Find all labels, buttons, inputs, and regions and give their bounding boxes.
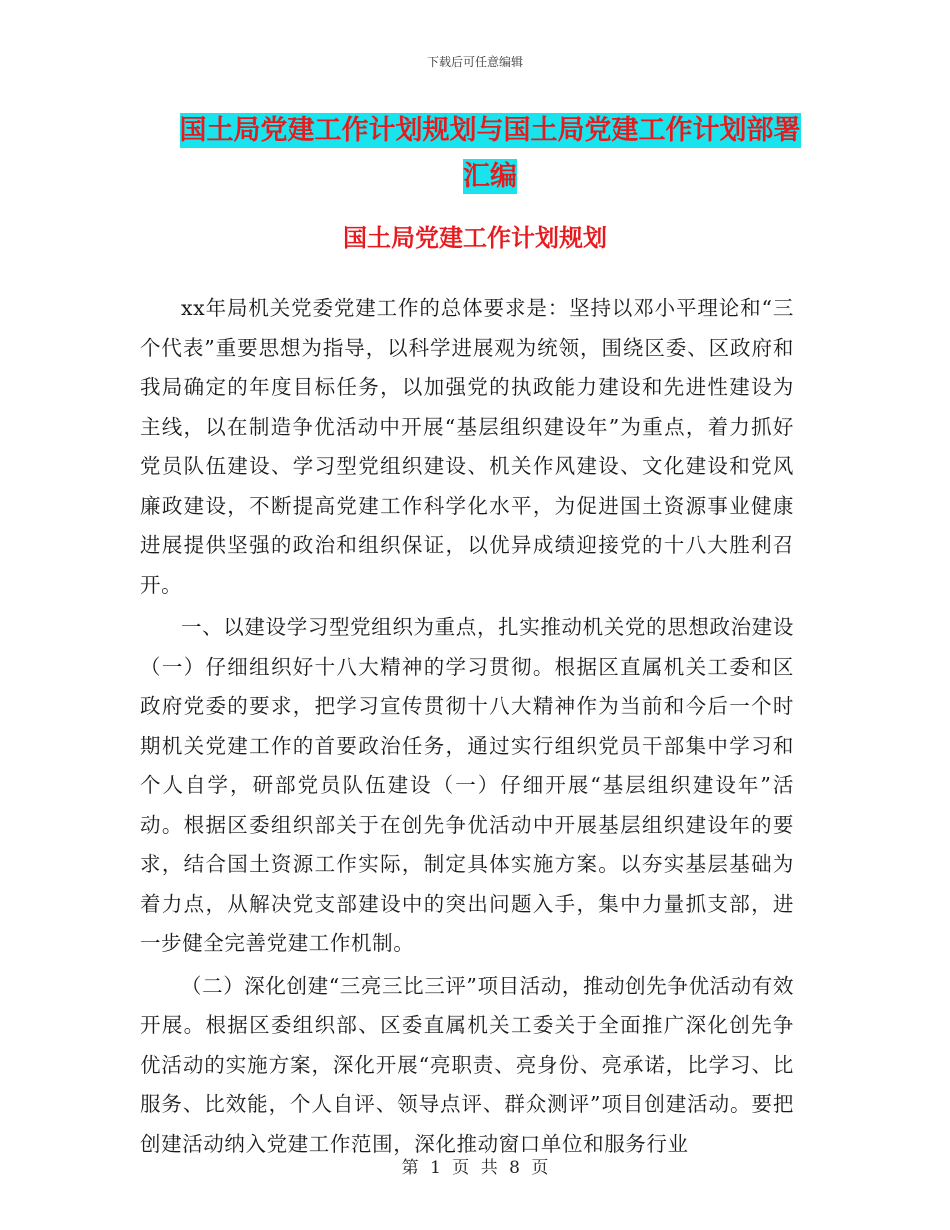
header-note: 下载后可任意编辑 (426, 55, 523, 69)
paragraph: 一、以建设学习型党组织为重点，扎实推动机关党的思想政治建设（一）仔细组织好十八大精神的学习贯彻。根据区直属机关工委和区政府党委的要求，把学习宣传贯彻十八大精神作为当前和今后一个时期机关党建工作的首要政治任务，通过实行组织党员干部集中学习和个人自学，研部党员队伍建设（一）仔细开展“基层组织建设年”活动。根据区委组织部关于在创先争优活动中开展基层组织建设年的要求，结合国土资源工作实际，制定具体实施方案。以夯实基层基础为着力点，从解决党支部建设中的突出问题入手，集中力量抓支部，进一步健全完善党建工作机制。 (140, 615, 794, 955)
paragraph: （二）深化创建“三亮三比三评”项目活动，推动创先争优活动有效开展。根据区委组织部、区委直属机关工委关于全面推广深化创先争优活动的实施方案，深化开展“亮职责、亮身份、亮承诺，比学习、比服务、比效能，个人自评、领导点评、群众测评”项目创建活动。要把创建活动纳入党建工作范围，深化推动窗口单位和服务行业 (140, 973, 794, 1156)
document-body (140, 289, 794, 1167)
section-title: 国土局党建工作计划规划 (343, 224, 607, 252)
document-title-line2: 汇编 (463, 161, 517, 192)
paragraph: xx年局机关党委党建工作的总体要求是：坚持以邓小平理论和“三个代表”重要思想为指导，以科学进展观为统领，围绕区委、区政府和我局确定的年度目标任务，以加强党的执政能力建设和先进性建设为主线，以在制造争优活动中开展“基层组织建设年”为重点，着力抓好党员队伍建设、学习型党组织建设、机关作风建设、文化建设和党风廉政建设，不断提高党建工作科学化水平，为促进国土资源事业健康进展提供坚强的政治和组织保证，以优异成绩迎接党的十八大胜利召开。 (140, 296, 794, 597)
page-number-footer: 第 1 页 共 8 页 (401, 1158, 549, 1178)
document-title (140, 108, 840, 200)
document-title-line1: 国土局党建工作计划规划与国土局党建工作计划部署 (179, 115, 801, 146)
